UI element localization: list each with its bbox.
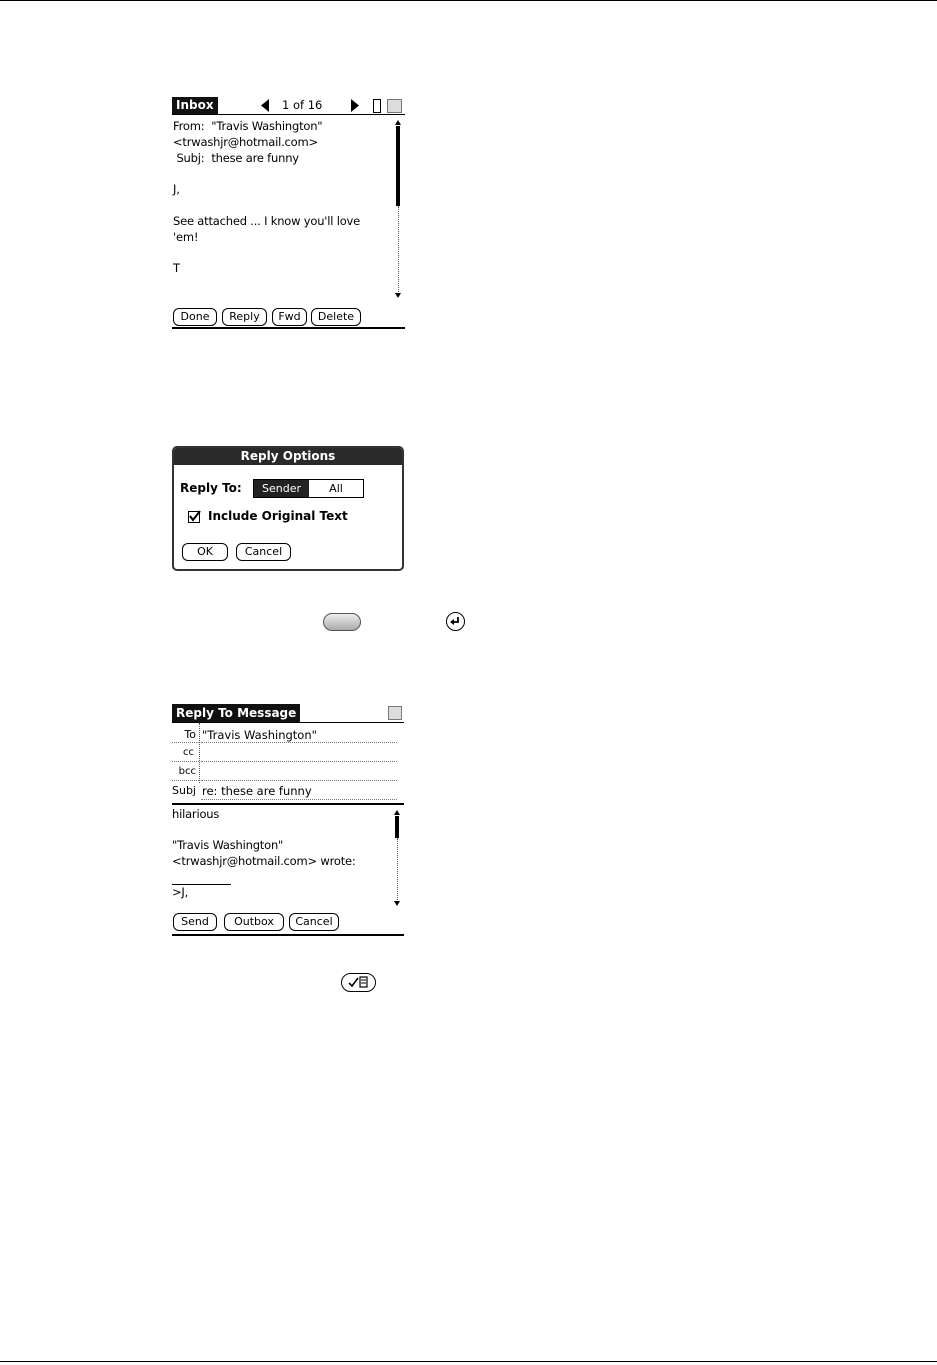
body-line: "Travis Washington" bbox=[172, 838, 284, 853]
scroll-up-icon[interactable] bbox=[395, 120, 401, 125]
scroll-track bbox=[397, 838, 399, 900]
reply-body[interactable] bbox=[172, 807, 356, 901]
body-line: <trwashjr@hotmail.com> wrote: bbox=[172, 853, 356, 868]
label-column-divider bbox=[199, 723, 201, 783]
hardware-button-icon bbox=[323, 613, 361, 631]
header-divider bbox=[172, 803, 404, 805]
body-line bbox=[172, 823, 356, 839]
body-line: Subj: these are funny bbox=[173, 150, 299, 165]
reply-to-selector bbox=[253, 479, 364, 498]
body-line bbox=[172, 869, 356, 885]
body-line: <trwashjr@hotmail.com> bbox=[173, 134, 318, 149]
cc-label[interactable]: cc bbox=[183, 747, 194, 758]
screen-bottom-border bbox=[172, 934, 404, 936]
reply-message-screen bbox=[172, 704, 404, 936]
send-button[interactable]: Send bbox=[173, 913, 217, 931]
sender-option[interactable]: Sender bbox=[254, 480, 309, 497]
subj-field-line bbox=[201, 799, 397, 800]
label-box bbox=[172, 761, 199, 762]
message-body bbox=[173, 119, 360, 277]
reply-message-title: Reply To Message bbox=[172, 704, 300, 722]
scroll-thumb[interactable] bbox=[395, 816, 399, 838]
scrollbar[interactable] bbox=[395, 120, 402, 298]
dialog-title-bar bbox=[174, 448, 402, 465]
bcc-field-line bbox=[201, 780, 397, 781]
scroll-up-icon[interactable] bbox=[394, 810, 400, 815]
cancel-button[interactable]: Cancel bbox=[236, 543, 291, 561]
delete-button[interactable]: Delete bbox=[311, 308, 361, 326]
enter-key-icon bbox=[446, 612, 465, 631]
bottom-rule bbox=[0, 1361, 937, 1362]
body-line: >J, bbox=[172, 884, 189, 899]
check-note-icon bbox=[341, 973, 376, 992]
body-line: T bbox=[173, 261, 180, 276]
scroll-thumb[interactable] bbox=[396, 126, 400, 206]
unread-indicator-icon[interactable] bbox=[373, 99, 381, 113]
ok-button[interactable]: OK bbox=[182, 543, 228, 561]
title-underline bbox=[172, 722, 404, 723]
scroll-down-icon[interactable] bbox=[395, 293, 401, 298]
label-box bbox=[172, 780, 199, 781]
body-line bbox=[173, 166, 360, 182]
include-original-label[interactable]: Include Original Text bbox=[208, 509, 348, 523]
outbox-button[interactable]: Outbox bbox=[224, 913, 284, 931]
all-option[interactable]: All bbox=[309, 480, 363, 497]
quote-separator bbox=[172, 884, 231, 885]
inbox-title: Inbox bbox=[172, 97, 218, 114]
cc-field-line bbox=[201, 761, 397, 762]
reply-button[interactable]: Reply bbox=[222, 308, 267, 326]
body-line: J, bbox=[173, 182, 180, 197]
body-line bbox=[173, 245, 360, 261]
done-button[interactable]: Done bbox=[173, 308, 217, 326]
cancel-button[interactable]: Cancel bbox=[289, 913, 339, 931]
dialog-title: Reply Options bbox=[240, 449, 336, 463]
next-message-icon[interactable] bbox=[350, 99, 360, 112]
to-field[interactable]: "Travis Washington" bbox=[202, 728, 317, 742]
subj-field[interactable]: re: these are funny bbox=[202, 784, 312, 798]
inbox-screen bbox=[172, 97, 405, 329]
body-line: From: "Travis Washington" bbox=[173, 119, 323, 133]
body-line: hilarious bbox=[172, 807, 220, 821]
to-label[interactable]: To bbox=[184, 728, 196, 741]
reply-to-label: Reply To: bbox=[180, 481, 242, 495]
reply-options-dialog bbox=[172, 446, 404, 571]
subj-label: Subj bbox=[172, 784, 196, 797]
menu-icon[interactable] bbox=[387, 99, 402, 113]
include-original-checkbox[interactable] bbox=[188, 511, 200, 523]
scroll-down-icon[interactable] bbox=[394, 901, 400, 906]
label-box bbox=[172, 742, 199, 743]
bcc-label[interactable]: bcc bbox=[178, 766, 196, 777]
checkmark-icon bbox=[189, 510, 201, 522]
to-field-line bbox=[201, 742, 397, 743]
screen-bottom-border bbox=[172, 327, 405, 329]
prev-message-icon[interactable] bbox=[260, 99, 270, 112]
title-underline bbox=[172, 114, 405, 115]
scroll-track bbox=[398, 206, 400, 292]
body-line: 'em! bbox=[173, 229, 199, 244]
menu-icon[interactable] bbox=[388, 706, 402, 720]
body-line: See attached ... I know you'll love bbox=[173, 213, 361, 228]
forward-button[interactable]: Fwd bbox=[272, 308, 307, 326]
body-line bbox=[173, 198, 360, 214]
page-indicator: 1 of 16 bbox=[282, 98, 323, 112]
top-rule bbox=[0, 0, 937, 1]
scrollbar[interactable] bbox=[394, 810, 401, 906]
